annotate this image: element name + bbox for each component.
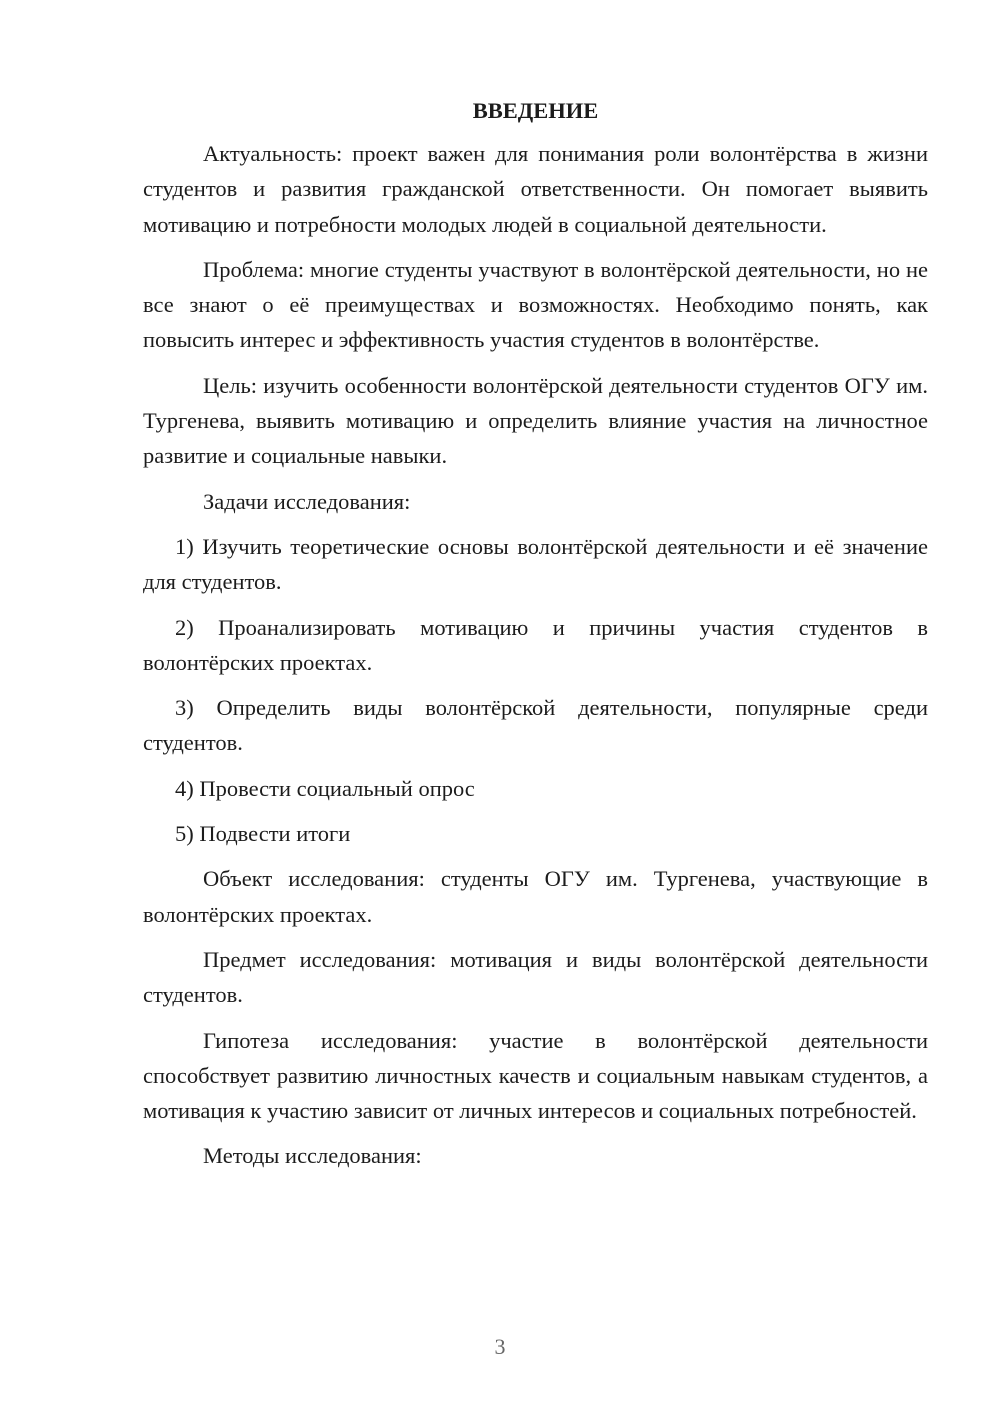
problem-paragraph: Проблема: многие студенты участвуют в волонтёрской деятельности, но не все знают о её преимуществах и возможностях. Необходимо понять, как повысить интерес и эффективность участия студентов в волонтёрстве. xyxy=(143,256,928,353)
hypothesis-paragraph: Гипотеза исследования: участие в волонтёрской деятельности способствует развитию личностных качеств и социальным навыкам студентов, а мотивация к участию зависит от личных интересов и социальных потребностей. xyxy=(143,1027,928,1124)
tasks-heading: Задачи исследования: xyxy=(203,488,411,514)
task-item-3: 3) Определить виды волонтёрской деятельности, популярные среди студентов. xyxy=(143,695,928,756)
goal-paragraph: Цель: изучить особенности волонтёрской деятельности студентов ОГУ им. Тургенева, выявить мотивацию и определить влияние участия на личностное развитие и социальные навыки. xyxy=(143,372,928,469)
task-item-4: 4) Провести социальный опрос xyxy=(175,775,475,801)
object-paragraph: Объект исследования: студенты ОГУ им. Тургенева, участвующие в волонтёрских проектах. xyxy=(143,866,928,927)
page-number: 3 xyxy=(494,1334,506,1359)
task-item-1: 1) Изучить теоретические основы волонтёрской деятельности и её значение для студентов. xyxy=(143,533,928,595)
section-title: ВВЕДЕНИЕ xyxy=(472,98,599,123)
relevance-paragraph: Актуальность: проект важен для понимания роли волонтёрства в жизни студентов и развития гражданской ответственности. Он помогает выявить мотивацию и потребности молодых людей в социальной деятельности. xyxy=(143,141,928,237)
methods-heading: Методы исследования: xyxy=(203,1143,422,1169)
document-page xyxy=(143,96,928,1184)
task-item-5: 5) Подвести итоги xyxy=(175,821,351,847)
task-item-2: 2) Проанализировать мотивацию и причины участия студентов в волонтёрских проектах. xyxy=(143,614,928,675)
subject-paragraph: Предмет исследования: мотивация и виды волонтёрской деятельности студентов. xyxy=(143,946,928,1008)
